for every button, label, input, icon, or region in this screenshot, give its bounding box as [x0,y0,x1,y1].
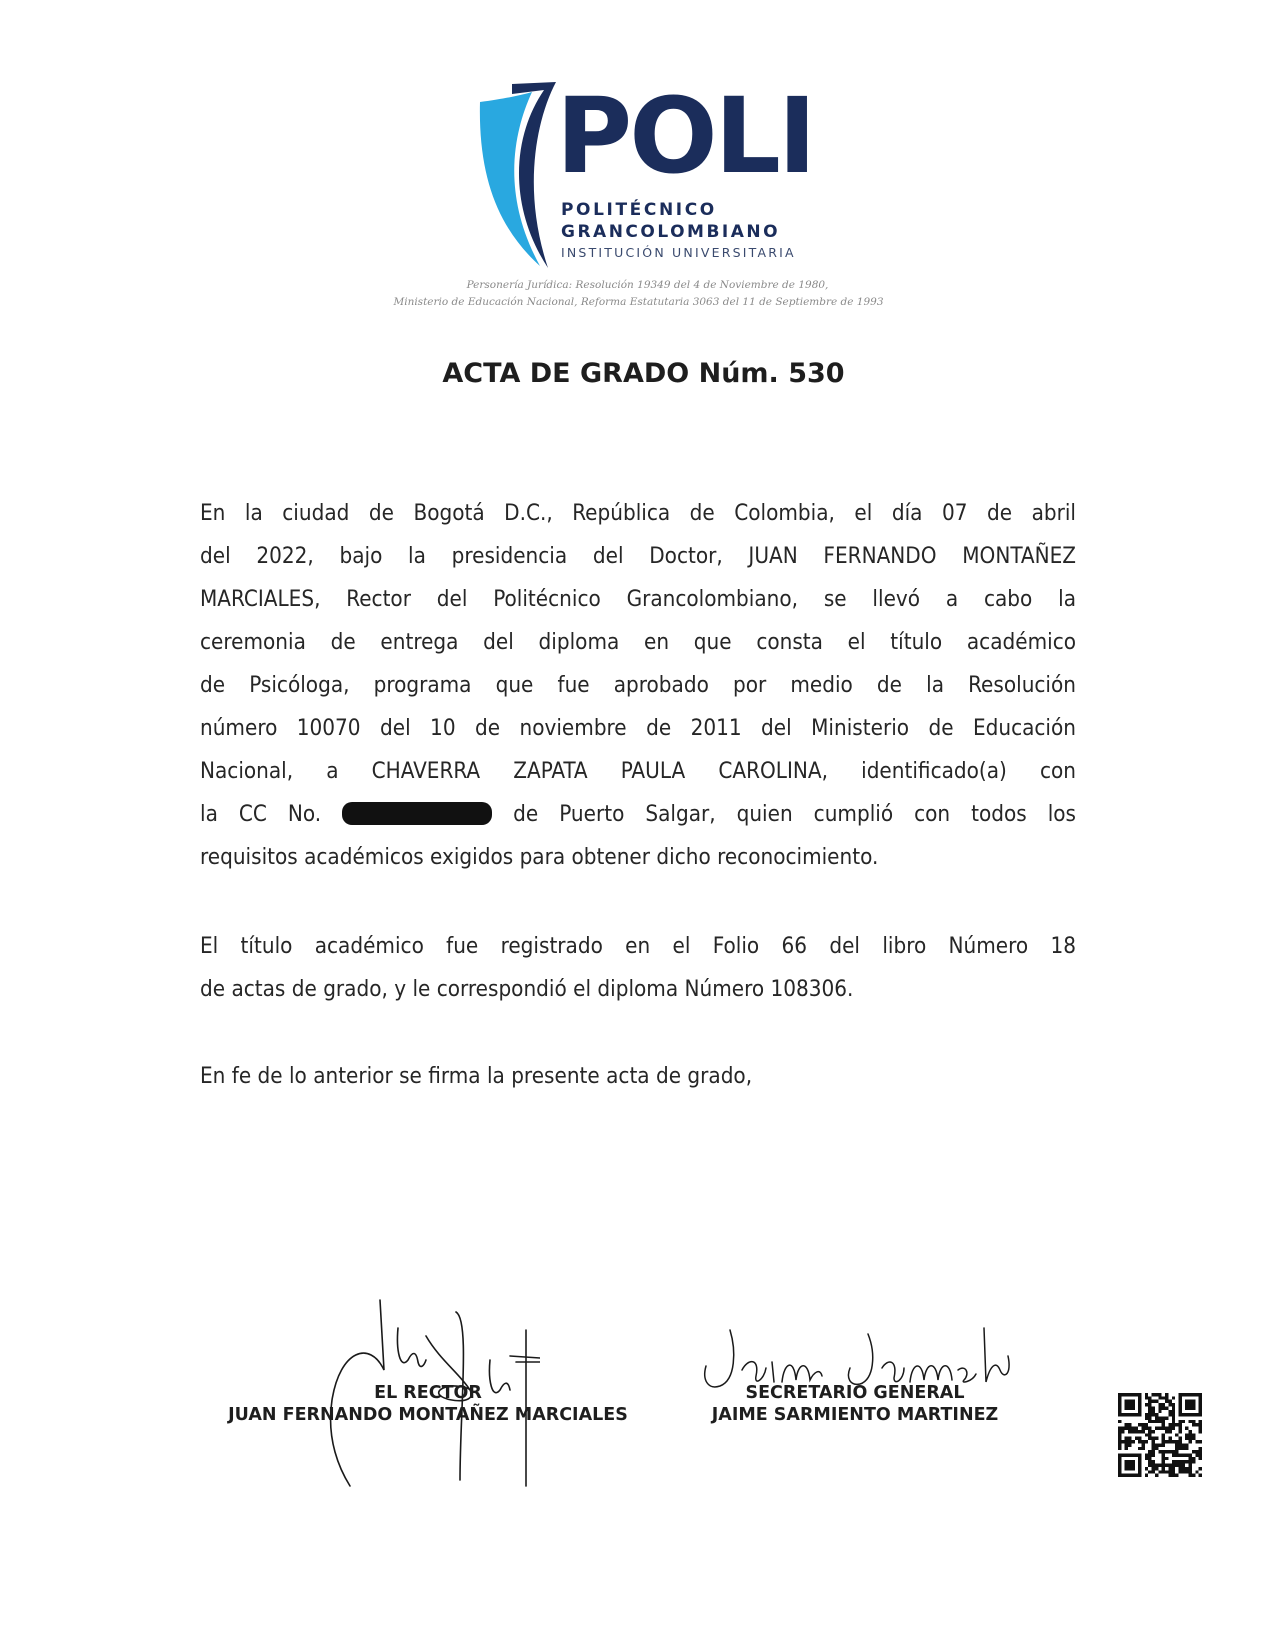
paragraph-line: En fe de lo anterior se firma la presente acta de grado, [200,1063,753,1089]
paragraph-registration [200,925,1076,1011]
legal-notice-line-2: Ministerio de Educación Nacional, Reforma Estatutaria 3063 del 11 de Septiembre de 1993 [393,296,884,308]
paragraph-line: Nacional, a CHAVERRA ZAPATA PAULA CAROLINA, identificado(a) con [200,758,1076,784]
paragraph-line: MARCIALES, Rector del Politécnico Grancolombiano, se llevó a cabo la [200,586,1076,612]
logo-line-grancolombiano: GRANCOLOMBIANO [561,222,781,242]
id-number-redaction [342,802,492,825]
legal-notice-line-1: Personería Jurídica: Resolución 19349 del 4 de Noviembre de 1980, [466,279,829,291]
paragraph-line: de actas de grado, y le correspondió el diploma Número 108306. [200,976,854,1002]
id-prefix: la CC No. [200,801,322,827]
paragraph-line: En la ciudad de Bogotá D.C., República de Colombia, el día 07 de abril [200,500,1076,526]
secretary-title: SECRETARIO GENERAL [745,1383,965,1403]
paragraph-line: número 10070 del 10 de noviembre de 2011 del Ministerio de Educación [200,715,1076,741]
paragraph-line: ceremonia de entrega del diploma en que consta el título académico [200,629,1076,655]
paragraph-line: El título académico fue registrado en el Folio 66 del libro Número 18 [200,933,1076,959]
rector-name: JUAN FERNANDO MONTAÑEZ MARCIALES [228,1405,628,1425]
document-title: ACTA DE GRADO Núm. 530 [442,358,845,389]
logo-swoosh-icon [470,80,560,270]
secretary-name: JAIME SARMIENTO MARTINEZ [711,1405,999,1425]
paragraph-closing [200,1055,1076,1098]
id-suffix: de Puerto Salgar, quien cumplió con todos los [513,801,1076,827]
paragraph-line: de Psicóloga, programa que fue aprobado por medio de la Resolución [200,672,1076,698]
logo-line-institucion: INSTITUCIÓN UNIVERSITARIA [561,245,796,260]
paragraph-line-id [200,793,1076,836]
logo-wordmark: POLI [556,75,814,197]
institution-logo [470,75,814,270]
paragraph-line: requisitos académicos exigidos para obtener dicho reconocimiento. [200,844,879,870]
qr-code-icon[interactable] [1118,1393,1202,1477]
logo-line-politecnico: POLITÉCNICO [561,200,717,220]
paragraph-ceremony [200,492,1076,879]
paragraph-line: del 2022, bajo la presidencia del Doctor, JUAN FERNANDO MONTAÑEZ [200,543,1076,569]
rector-title: EL RECTOR [374,1383,482,1403]
